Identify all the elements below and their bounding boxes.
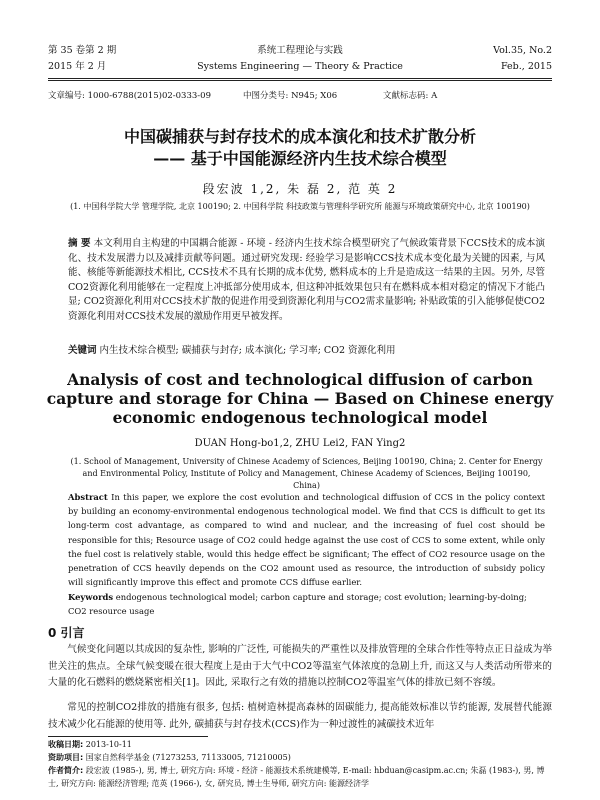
intro-paragraph-2: 常见的控制CO2排放的措施有很多, 包括: 植树造林提高森林的固碳能力, 提高能效标准以节约能源, 发展替代能源技术减少化石能源的使用等. 此外, 碳捕获与封存技术(CCS)作为一种过渡性的减碳技术近年 [48,702,552,730]
clc-number: 中图分类号: N945; X06 [243,91,338,101]
header-rule-top [48,78,552,79]
chinese-keywords-text: 内生技术综合模型; 碳捕获与封存; 成本演化; 学习率; CO2 资源化利用 [99,345,396,356]
chinese-abstract [68,237,545,324]
english-keywords-label: Keywords [68,592,114,602]
funding [48,751,552,764]
document-code: 文献标志码: A [383,91,438,101]
chinese-title-main: 中国碳捕获与封存技术的成本演化和技术扩散分析 [123,127,476,146]
section-heading-intro: 0 引言 [48,626,85,640]
received-date [48,738,552,751]
footnote-block [48,738,552,790]
header-rule-bottom [48,80,552,81]
author-bio [48,764,552,790]
english-title: Analysis of cost and technological diffusion of carbon capture and storage for China — Based on Chinese energy economic endogenous technological model [46,370,554,427]
intro-paragraph-1: 气候变化问题以其成因的复杂性, 影响的广泛性, 可能损失的严重性以及排放管理的全球合作性等特点正日益成为举世关注的焦点。全球气候变暖在很大程度上是由于大气中CO2等温室气体浓度的急剧上升, 而这又与人类活动所带来的大量的化石燃料的燃烧紧密相关[1]。因此, 采取行之有效的措施以控制CO2等温室气体的排放已刻不容缓。 [48,644,552,688]
footnote-rule [48,736,208,737]
journal-name-en: Systems Engineering — Theory & Practice [197,61,403,72]
received-label: 收稿日期: [48,740,84,749]
english-abstract-text: In this paper, we explore the cost evolution and technological diffusion of CCS in the policy context by building an economy-environmental endogenous technological model. We find that CCS is difficult to get its long-term cost advantage, as compared to wind and nuclear, and the increasing of fuel cost should be responsible for this; Resource usage of CO2 could hedge against the use cost of CCS to some extent, while only the fuel cost is relatively stable, would this hedge effect be significant; The effect of CO2 resource usage on the penetration of CCS heavily depends on the CO2 amount used as resource, the introduction of subsidy policy will significantly improve this effect and promote CCS diffuse earlier. [68,492,545,588]
chinese-authors: 段宏波 1,2, 朱 磊 2, 范 英 2 [202,182,398,196]
volume-issue-en: Vol.35, No.2 [493,45,552,56]
english-affiliations: (1. School of Management, University of Chinese Academy of Sciences, Beijing 100190, China; 2. Center for Energy and Environmental Policy, Institute of Policy and Management, Chinese Academy of Sciences, Beijing 100190, China) [70,457,543,490]
author-bio-value: 段宏波 (1985-), 男, 博士, 研究方向: 环境 - 经济 - 能源技术系统建模等, E-mail: hbduan@casipm.ac.cn; 朱磊 (1983-), 男, 博士, 研究方向: 能源经济管理; 范英 (1966-), 女, 研究员, 博士生导师, 研究方向: 能源经济学 [48,766,545,788]
english-keywords-text: endogenous technological model; carbon capture and storage; cost evolution; learning-by-doing; CO2 resource usage [68,592,527,616]
author-bio-label: 作者简介: [48,766,84,775]
chinese-affiliations: (1. 中国科学院大学 管理学院, 北京 100190; 2. 中国科学院 科技政策与管理科学研究所 能源与环境政策研究中心, 北京 100190) [70,202,530,211]
date-en: Feb., 2015 [500,61,552,72]
english-keywords [68,591,545,618]
chinese-abstract-text: 本文利用自主构建的中国耦合能源 - 环境 - 经济内生技术综合模型研究了气候政策背景下CCS技术的成本演化、技术发展潜力以及减排贡献等问题。通过研究发现: 经验学习是影响CCS技术成本变化最为关键的因素, 与风能、核能等新能源技术相比, CCS技术不具有长期的成本优势, 燃料成本的上升是造成这一结果的主因。另外, 尽管CO2资源化利用能够在一定程度上冲抵部分使用成本, 但这种冲抵效果包只有在燃料成本相对稳定的情况下才能凸显; CO2资源化利用对CCS技术扩散的促进作用受到资源化利用与CO2需求量影响; 补贴政策的引入能够促使CO2资源化利用对CCS技术发展的激励作用更早被发挥。 [68,238,545,322]
english-authors: DUAN Hong-bo1,2, ZHU Lei2, FAN Ying2 [194,438,406,449]
funding-label: 资助项目: [48,753,84,762]
chinese-title-sub: —— 基于中国能源经济内生技术综合模型 [153,149,447,168]
chinese-abstract-label: 摘 要 [68,238,91,249]
received-value: 2013-10-11 [85,740,132,749]
chinese-keywords-label: 关键词 [68,345,97,356]
article-number: 文章编号: 1000-6788(2015)02-0333-09 [48,91,211,101]
funding-value: 国家自然科学基金 (71273253, 71133005, 71210005) [85,753,291,762]
chinese-title [0,126,600,170]
date-cn: 2015 年 2 月 [48,61,107,72]
chinese-keywords [68,344,545,359]
journal-name-cn: 系统工程理论与实践 [257,45,343,56]
english-abstract [68,490,545,589]
volume-issue-cn: 第 35 卷第 2 期 [48,45,117,56]
english-abstract-label: Abstract [68,492,108,502]
